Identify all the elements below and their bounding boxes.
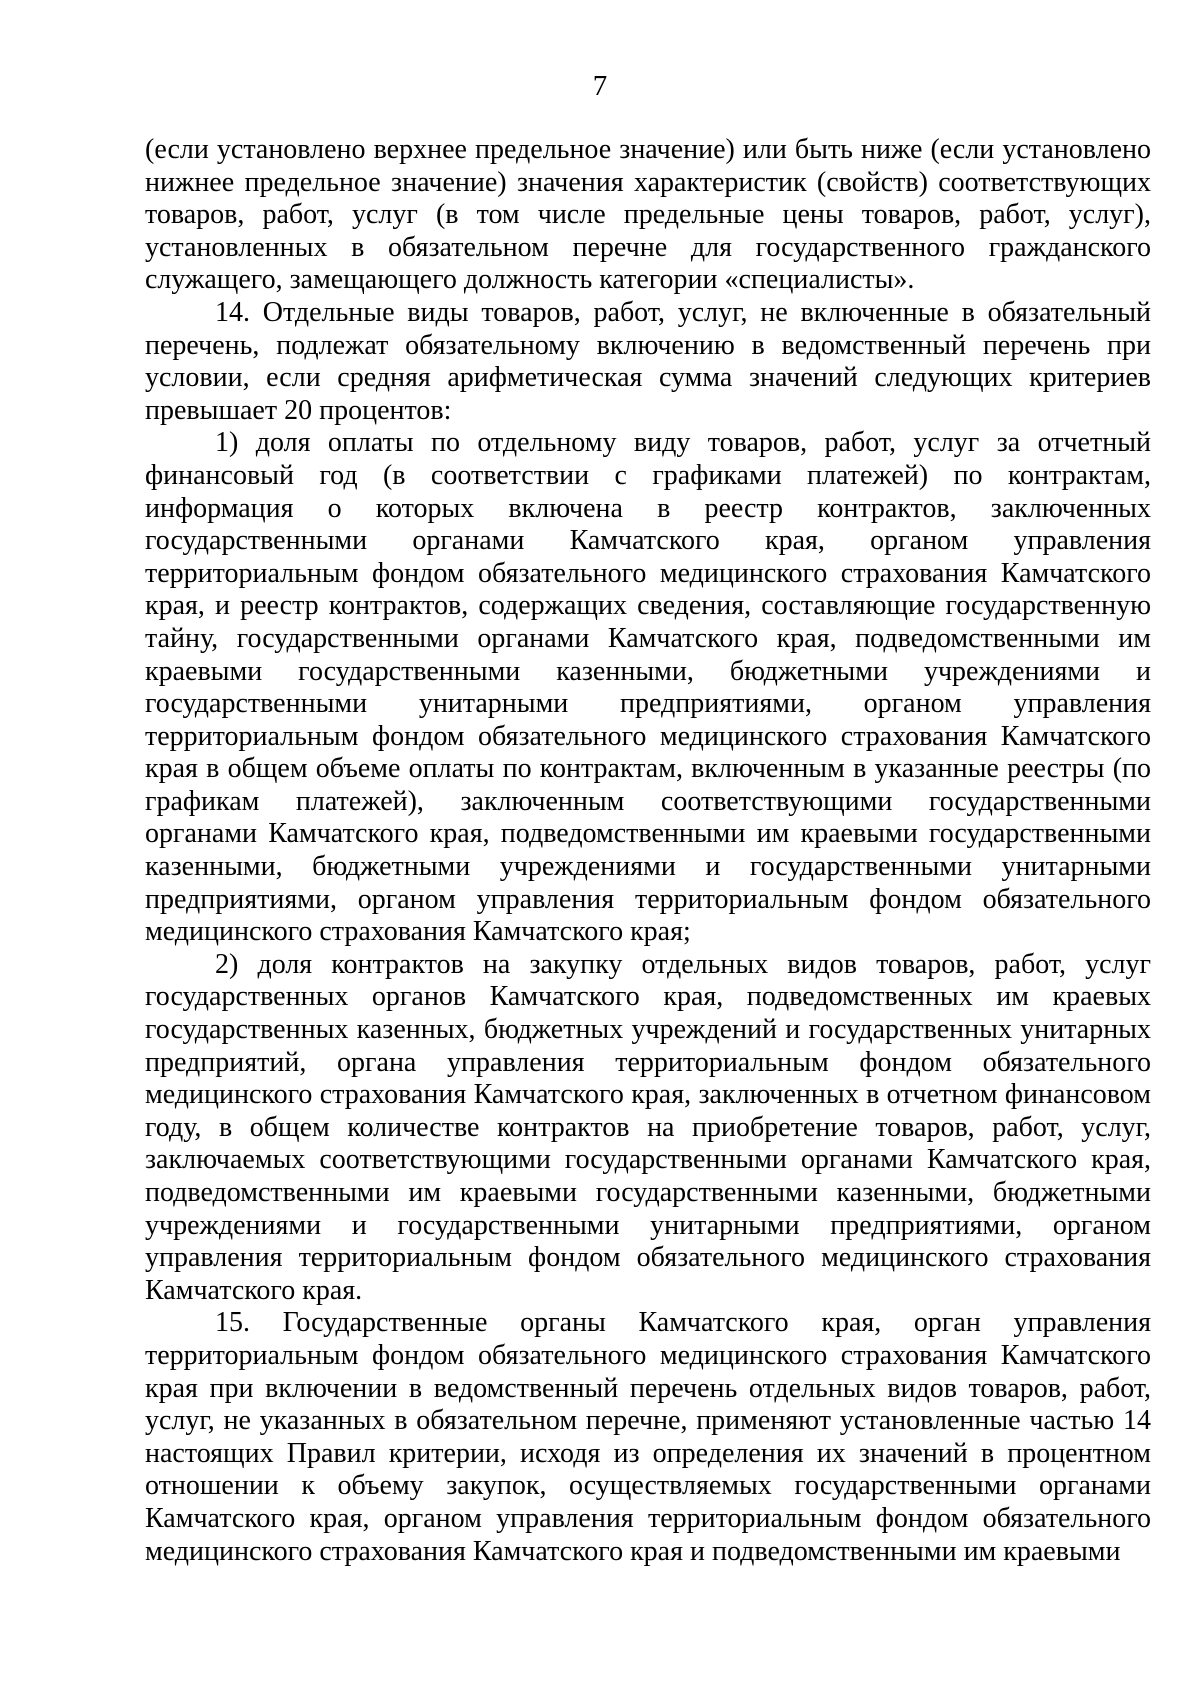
paragraph-criterion-2: 2) доля контрактов на закупку отдельных видов товаров, работ, услуг государственных органов Камчатского края, подведомственных им краевых государственных казенных, бюджетных учреждений и государственных унитарных предприятий, органа управления территориальным фондом обязательного медицинского страхования Камчатского края, заключенных в отчетном финансовом году, в общем количестве контрактов на приобретение товаров, работ, услуг, заключаемых соответствующими государственными органами Камчатского края, подведомственными им краевыми государственными казенными, бюджетными учреждениями и государственными унитарными предприятиями, органом управления территориальным фондом обязательного медицинского страхования Камчатского края. (145, 948, 1151, 1306)
page-number: 7 (592, 70, 608, 102)
paragraph-continuation: (если установлено верхнее предельное значение) или быть ниже (если установлено нижнее предельное значение) значения характеристик (свойств) соответствующих товаров, работ, услуг (в том числе предельные цены товаров, работ, услуг), установленных в обязательном перечне для государственного гражданского служащего, замещающего должность категории «специалисты». (145, 134, 1151, 296)
document-body (145, 134, 1151, 1568)
paragraph-clause-14: 14. Отдельные виды товаров, работ, услуг, не включенные в обязательный перечень, подлежат обязательному включению в ведомственный перечень при условии, если средняя арифметическая сумма значений следующих критериев превышает 20 процентов: (145, 296, 1151, 426)
paragraph-clause-15: 15. Государственные органы Камчатского края, орган управления территориальным фондом обязательного медицинского страхования Камчатского края при включении в ведомственный перечень отдельных видов товаров, работ, услуг, не указанных в обязательном перечне, применяют установленные частью 14 настоящих Правил критерии, исходя из определения их значений в процентном отношении к объему закупок, осуществляемых государственными органами Камчатского края, органом управления территориальным фондом обязательного медицинского страхования Камчатского края и подведомственными им краевыми (145, 1307, 1151, 1567)
paragraph-criterion-1: 1) доля оплаты по отдельному виду товаров, работ, услуг за отчетный финансовый год (в соответствии с графиками платежей) по контрактам, информация о которых включена в реестр контрактов, заключенных государственными органами Камчатского края, органом управления территориальным фондом обязательного медицинского страхования Камчатского края, и реестр контрактов, содержащих сведения, составляющие государственную тайну, государственными органами Камчатского края, подведомственными им краевыми государственными казенными, бюджетными учреждениями и государственными унитарными предприятиями, органом управления территориальным фондом обязательного медицинского страхования Камчатского края в общем объеме оплаты по контрактам, включенным в указанные реестры (по графикам платежей), заключенным соответствующими государственными органами Камчатского края, подведомственными им краевыми государственными казенными, бюджетными учреждениями и государственными унитарными предприятиями, органом управления территориальным фондом обязательного медицинского страхования Камчатского края; (145, 427, 1151, 948)
